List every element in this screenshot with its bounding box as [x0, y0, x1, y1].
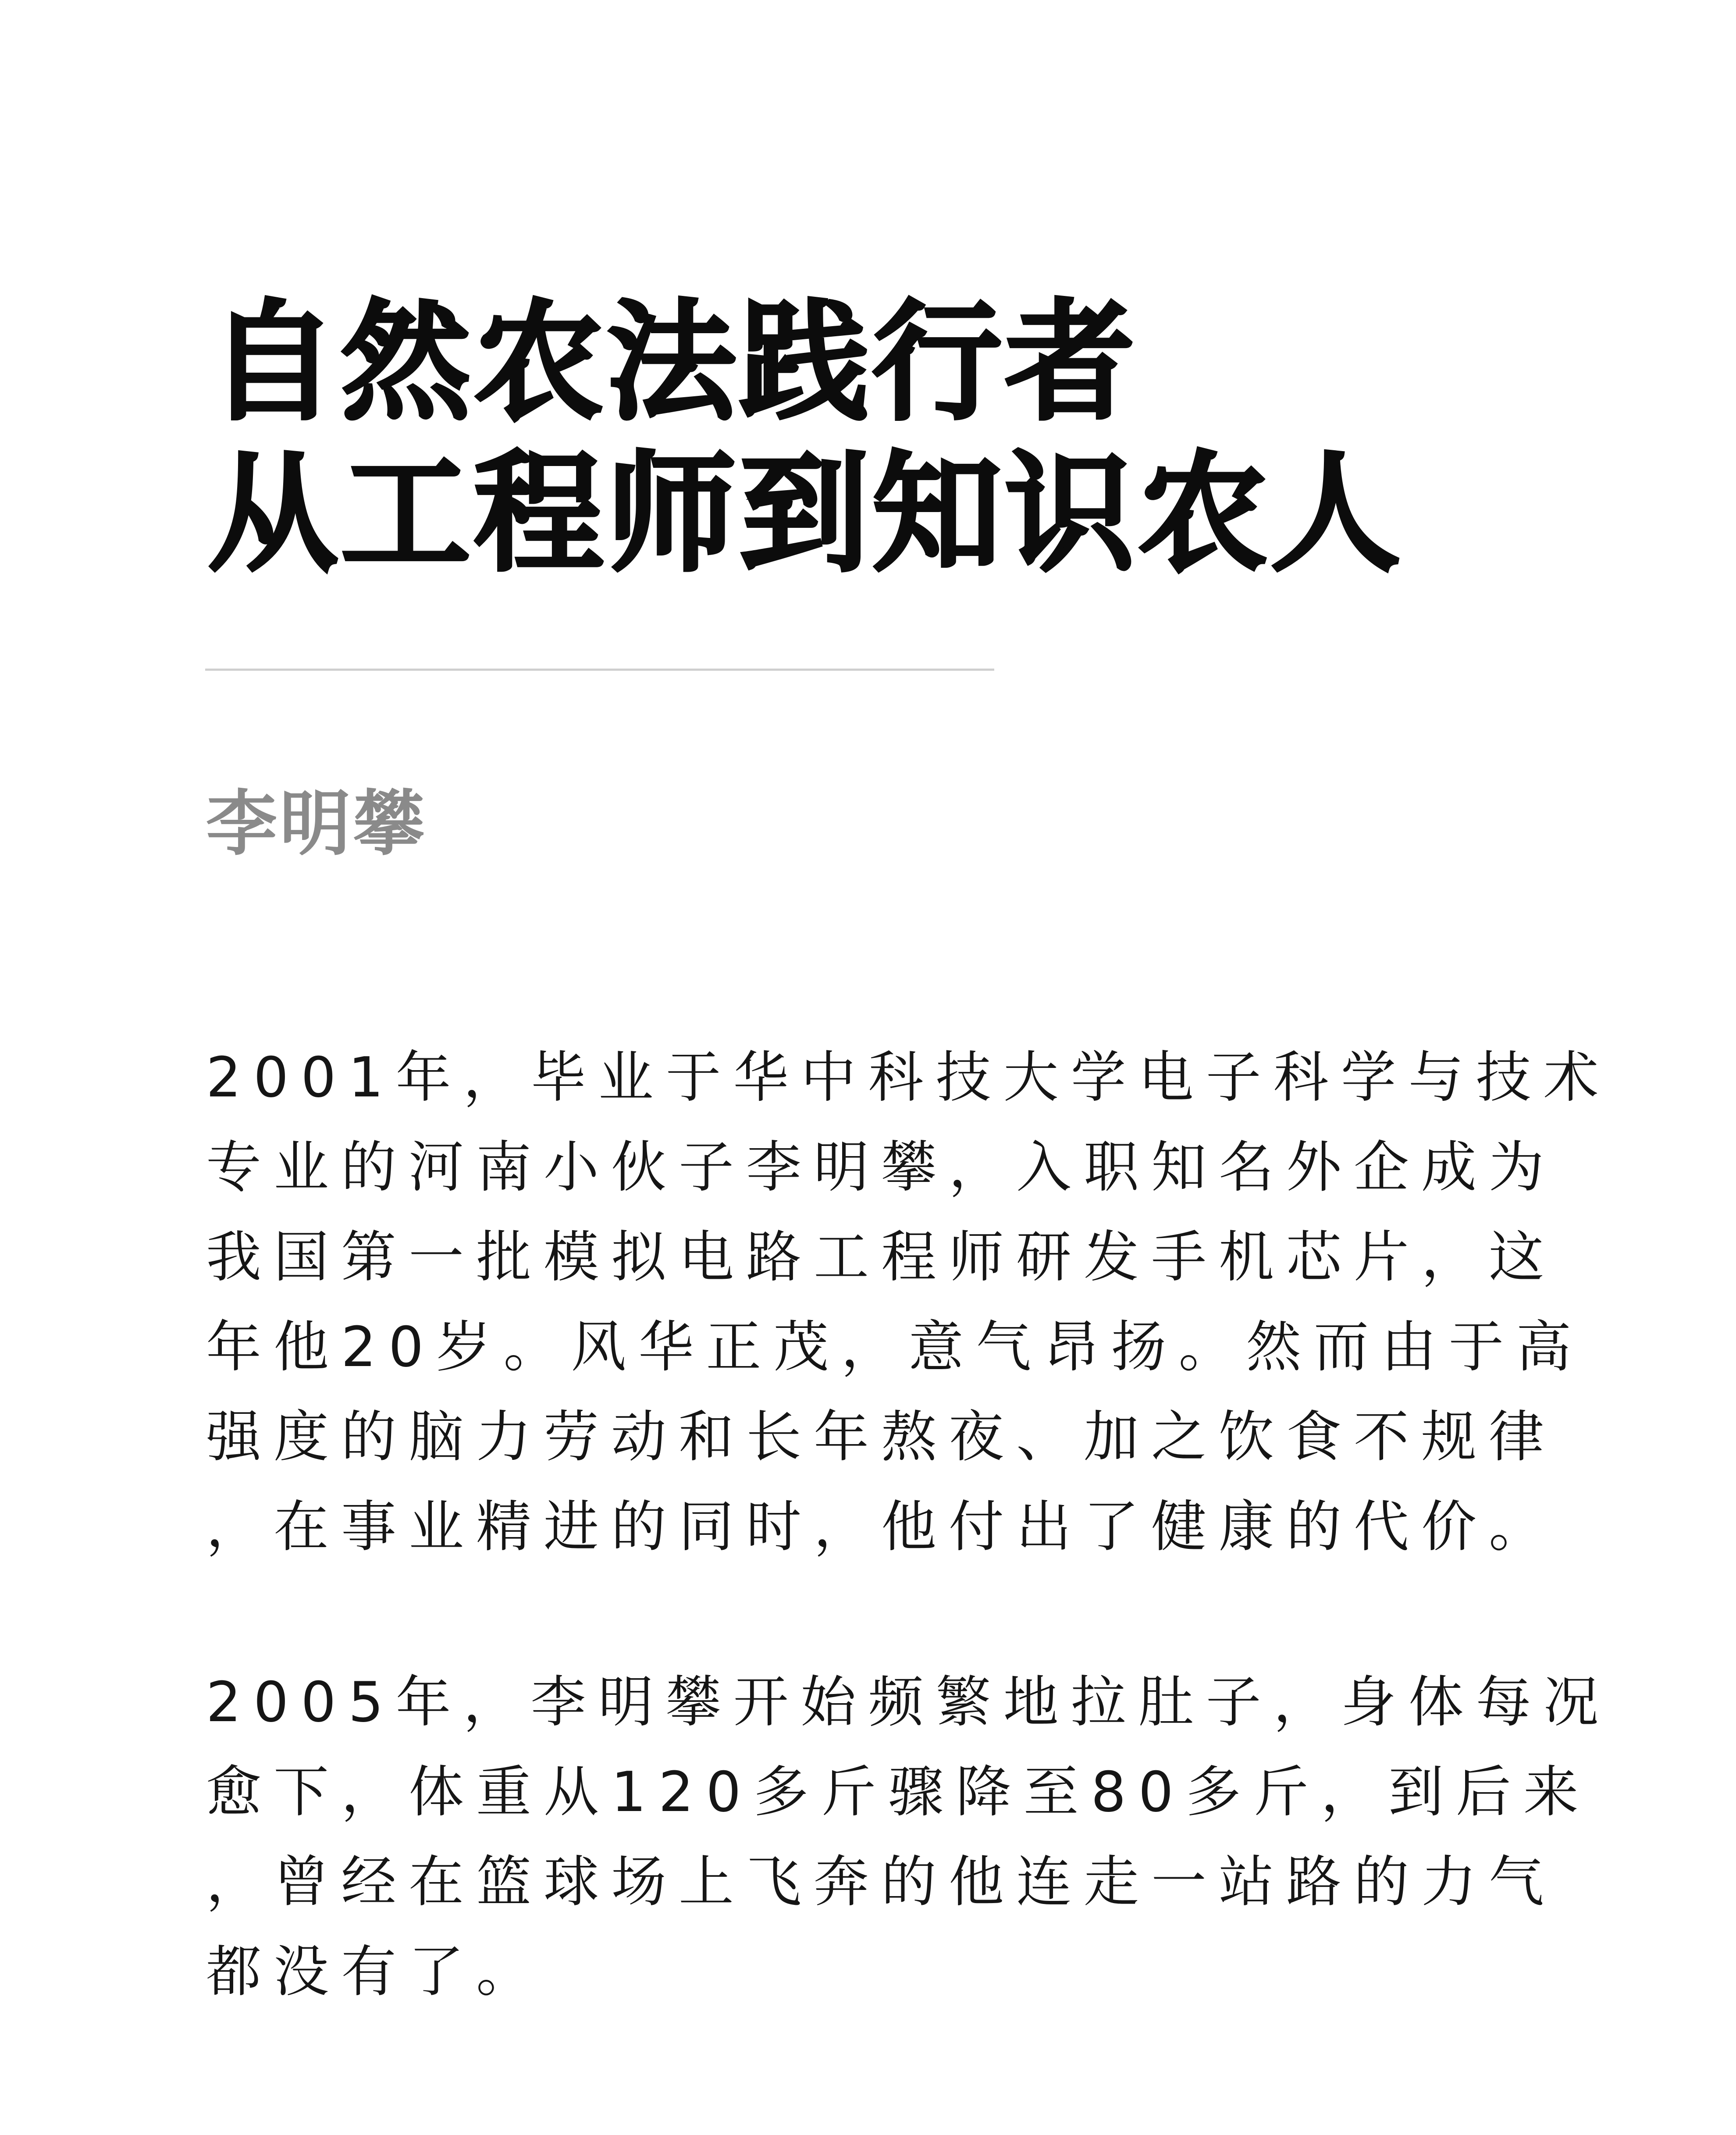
paragraph-line: 年他20岁。风华正茂，意气昂扬。然而由于高: [206, 1315, 1584, 1379]
title-line: 自然农法践行者: [208, 287, 1138, 438]
paragraph-line: 2005年，李明攀开始频繁地拉肚子，身体每况: [206, 1670, 1611, 1734]
paragraph-line: 愈下，体重从120多斤骤降至80多斤，到后来: [206, 1760, 1591, 1824]
paragraph-2: [206, 1657, 1611, 2017]
title-line: 从工程师到知识农人: [208, 438, 1404, 589]
title-divider: [205, 669, 994, 671]
paragraph-line: ，在事业精进的同时，他付出了健康的代价。: [206, 1494, 1556, 1559]
article-title: [208, 287, 1404, 590]
paragraph-line: ，曾经在篮球场上飞奔的他连走一站路的力气: [206, 1850, 1556, 1914]
paragraph-line: 强度的脑力劳动和长年熬夜、加之饮食不规律: [206, 1405, 1556, 1469]
paragraph-line: 专业的河南小伙子李明攀，入职知名外企成为: [206, 1135, 1556, 1199]
author-name: 李明攀: [206, 783, 427, 865]
paragraph-line: 都没有了。: [206, 1939, 544, 2004]
paragraph-line: 我国第一批模拟电路工程师研发手机芯片，这: [206, 1225, 1556, 1289]
paragraph-line: 2001年，毕业于华中科技大学电子科学与技术: [206, 1045, 1611, 1110]
paragraph-1: [206, 1032, 1611, 1572]
